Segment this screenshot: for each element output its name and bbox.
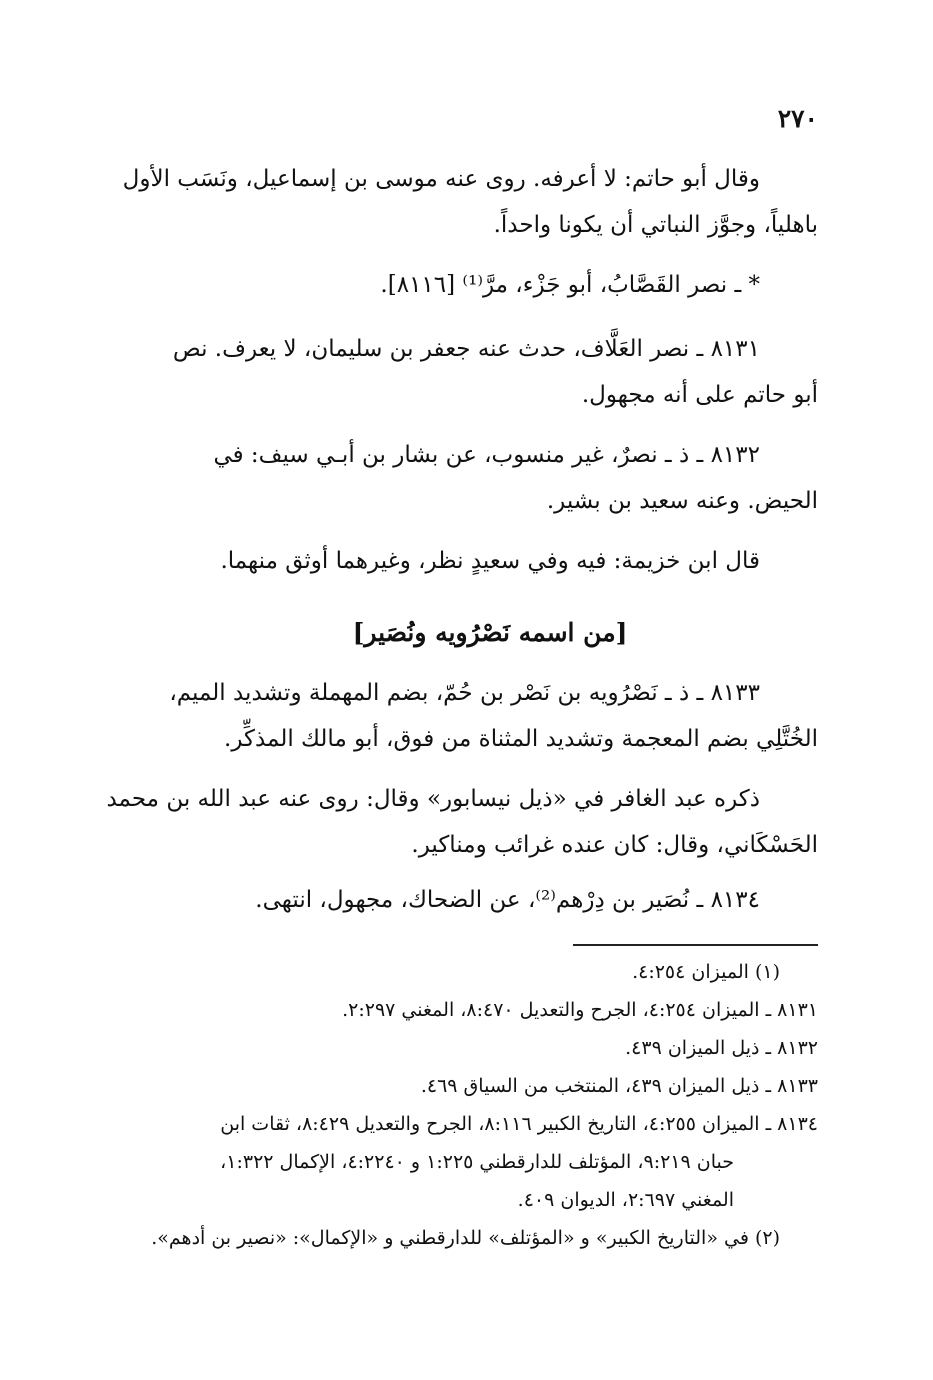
footnote-8131: ٨١٣١ ـ الميزان ٤:٢٥٤، الجرح والتعديل ٨:٤٧٠، المغني ٢:٢٩٧.	[342, 999, 818, 1021]
entry-star-nasr-qassab	[94, 262, 818, 308]
text-line: ٨١٣٣ ـ ذ ـ نَصْرُويه بن نَصْر بن حُمّ، بضم المهملة وتشديد الميم،	[169, 680, 760, 706]
footnote-1: (١) الميزان ٤:٢٥٤.	[632, 961, 780, 983]
text-line: ٨١٣٢ ـ ذ ـ نصرٌ، غير منسوب، عن بشار بن أبـي سيف: في	[213, 442, 760, 468]
paragraph-abd-al-ghafir	[94, 776, 818, 868]
text-line: وقال أبو حاتم: لا أعرفه. روى عنه موسى بن إسماعيل، ونَسَب الأول	[122, 166, 760, 192]
text-line: الحَسْكَاني، وقال: كان عنده غرائب ومناكير.	[411, 832, 818, 858]
text-line: باهلياً، وجوَّز النباتي أن يكونا واحداً.	[493, 212, 818, 238]
text-line: ٨١٣١ ـ نصر العَلَّاف، حدث عنه جعفر بن سليمان، لا يعرف. نص	[172, 336, 760, 362]
entry-8133	[94, 670, 818, 762]
text-line: ٨١٣٤ ـ نُصَير بن دِرْهم⁽²⁾، عن الضحاك، مجهول، انتهى.	[255, 887, 760, 913]
footnote-8133: ٨١٣٣ ـ ذيل الميزان ٤٣٩، المنتخب من السياق ٤٦٩.	[420, 1075, 818, 1097]
footnote-divider	[573, 944, 818, 946]
text-line: ذكره عبد الغافر في «ذيل نيسابور» وقال: روى عنه عبد الله بن محمد	[106, 786, 760, 812]
text-line: أبو حاتم على أنه مجهول.	[581, 382, 818, 408]
paragraph-abu-hatim	[94, 156, 818, 248]
section-heading: [من اسمه نَصْرُويه ونُصَير]	[352, 618, 628, 647]
text-line: الخُتَّلِي بضم المعجمة وتشديد المثناة من فوق، أبو مالك المذكِّر.	[224, 726, 818, 752]
footnote-2: (٢) في «التاريخ الكبير» و «المؤتلف» للدارقطني و «الإكمال»: «نصير بن أدهم».	[151, 1227, 780, 1249]
text-line: * ـ نصر القَصَّابُ، أبو جَزْء، مرَّ⁽¹⁾ [٨١١٦].	[380, 272, 760, 298]
text-line: الحيض. وعنه سعيد بن بشير.	[546, 488, 818, 514]
entry-8134	[94, 877, 818, 923]
text-line: قال ابن خزيمة: فيه وفي سعيدٍ نظر، وغيرهما أوثق منهما.	[220, 548, 760, 574]
footnote-8134: ٨١٣٤ ـ الميزان ٤:٢٥٥، التاريخ الكبير ٨:١١٦، الجرح والتعديل ٨:٤٢٩، ثقات ابن	[220, 1113, 818, 1135]
page-number: ٢٧٠	[777, 104, 818, 133]
entry-8131	[94, 326, 818, 418]
entry-8132	[94, 432, 818, 524]
paragraph-ibn-khuzaima	[94, 538, 818, 584]
footnote-8132: ٨١٣٢ ـ ذيل الميزان ٤٣٩.	[625, 1037, 818, 1059]
footnote-8134-cont: المغني ٢:٦٩٧، الديوان ٤٠٩.	[517, 1189, 734, 1211]
footnotes	[94, 953, 818, 1257]
footnote-8134-cont: حبان ٩:٢١٩، المؤتلف للدارقطني ١:٢٢٥ و ٤:٢٢٤٠، الإكمال ١:٣٢٢،	[220, 1151, 734, 1173]
